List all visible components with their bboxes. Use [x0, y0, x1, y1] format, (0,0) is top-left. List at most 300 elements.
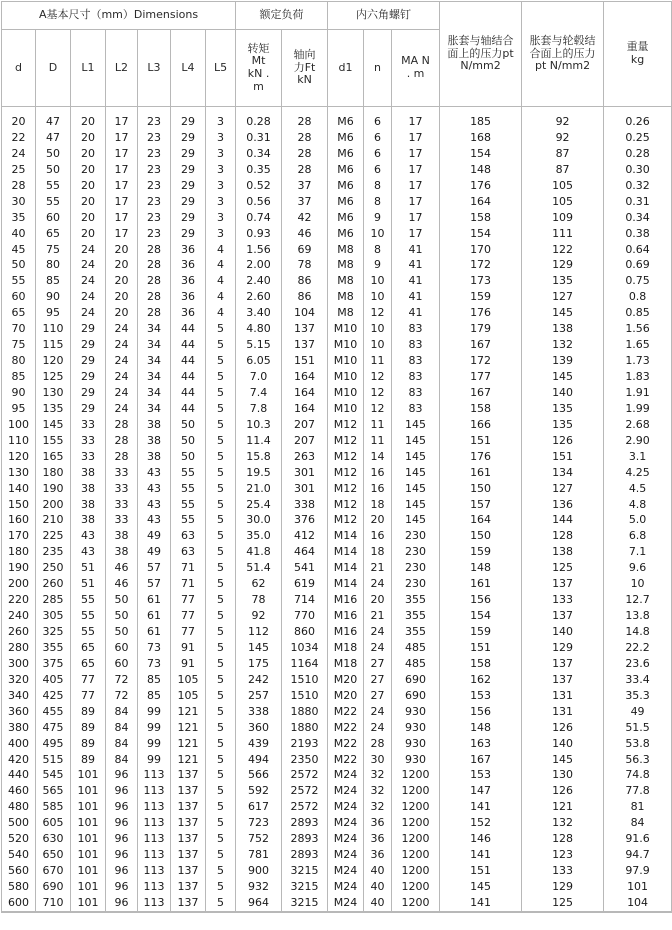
cell-L1-6: 20: [81, 210, 95, 224]
cell-L2-30: 50: [114, 593, 129, 607]
cell-L3-30: 61: [147, 593, 161, 607]
cell-weight-5: 0.31: [625, 194, 650, 208]
cell-press_shaft-31: 154: [470, 609, 492, 623]
cell-axial-15: 151: [294, 354, 316, 368]
cell-n-0: 6: [374, 115, 382, 128]
cell-axial-46: 2893: [290, 848, 319, 862]
cell-L5-27: 5: [217, 545, 225, 559]
cell-axial-34: 1164: [290, 656, 319, 670]
cell-L3-29: 57: [147, 577, 161, 591]
header-col-d: d: [2, 30, 36, 107]
cell-L5-7: 3: [217, 226, 225, 240]
cell-D-43: 585: [42, 800, 64, 814]
cell-press_shaft-21: 176: [470, 449, 492, 463]
cell-d-39: 400: [8, 736, 29, 750]
cell-torque-35: 242: [248, 672, 270, 686]
cell-press_wheel-18: 135: [552, 401, 574, 415]
cell-press_wheel-30: 133: [552, 593, 574, 607]
cell-press_wheel-45: 128: [552, 832, 574, 846]
header-col-L5: L5: [206, 30, 236, 107]
cell-torque-19: 10.3: [246, 417, 271, 431]
cell-d-18: 95: [11, 401, 26, 415]
cell-torque-32: 112: [248, 625, 270, 638]
cell-press_wheel-10: 135: [552, 274, 574, 288]
cell-torque-40: 494: [248, 752, 270, 766]
cell-weight-44: 84: [630, 816, 645, 830]
cell-torque-36: 257: [248, 688, 270, 702]
cell-d-8: 45: [11, 242, 26, 256]
cell-L4-23: 55: [181, 481, 195, 495]
cell-press_wheel-28: 125: [552, 561, 574, 575]
cell-press_shaft-25: 164: [470, 513, 492, 527]
cell-L5-39: 5: [217, 736, 225, 750]
cell-L4-24: 55: [181, 497, 195, 511]
cell-axial-8: 69: [297, 242, 312, 256]
cell-weight-29: 10: [630, 577, 645, 591]
cell-press_shaft-11: 159: [470, 290, 492, 304]
cell-ma-2: 17: [408, 146, 423, 160]
cell-L1-8: 24: [81, 242, 95, 256]
cell-d-7: 40: [11, 226, 26, 240]
cell-L3-9: 28: [147, 258, 161, 272]
cell-L2-22: 33: [114, 465, 129, 479]
cell-ma-21: 145: [405, 449, 427, 463]
cell-press_shaft-13: 179: [470, 322, 492, 336]
cell-weight-47: 97.9: [625, 864, 650, 878]
cell-L2-9: 20: [114, 258, 129, 272]
cell-d1-5: M6: [337, 194, 354, 208]
cell-ma-32: 355: [405, 625, 427, 638]
cell-press_wheel-8: 122: [552, 242, 574, 256]
cell-D-26: 225: [42, 529, 64, 543]
cell-n-11: 10: [370, 290, 385, 304]
cell-weight-43: 81: [630, 800, 645, 814]
cell-d-28: 190: [8, 561, 29, 575]
cell-d1-4: M6: [337, 178, 354, 192]
cell-D-11: 90: [46, 290, 60, 304]
cell-L5-6: 3: [217, 210, 225, 224]
cell-L2-35: 72: [114, 672, 129, 686]
cell-press_wheel-25: 144: [552, 513, 574, 527]
cell-d1-2: M6: [337, 146, 354, 160]
cell-L4-30: 77: [181, 593, 195, 607]
cell-L2-27: 38: [114, 545, 129, 559]
cell-press_shaft-46: 141: [470, 848, 492, 862]
cell-torque-49: 964: [248, 895, 270, 909]
cell-L1-11: 24: [81, 290, 95, 304]
cell-L1-32: 55: [81, 625, 95, 638]
cell-d-49: 600: [8, 895, 29, 909]
header-col-D: D: [36, 30, 71, 107]
cell-L4-0: 29: [181, 115, 195, 128]
cell-axial-37: 1880: [290, 704, 319, 718]
cell-d1-42: M24: [333, 784, 358, 798]
cell-n-38: 24: [370, 720, 385, 734]
cell-axial-19: 207: [294, 417, 316, 431]
cell-press_wheel-14: 132: [552, 338, 574, 352]
cell-d-32: 260: [8, 625, 29, 638]
cell-L5-15: 5: [217, 354, 225, 368]
cell-torque-28: 51.4: [246, 561, 271, 575]
cell-torque-14: 5.15: [246, 338, 271, 352]
cell-axial-28: 541: [294, 561, 316, 575]
cell-L5-49: 5: [217, 895, 225, 909]
cell-L3-10: 28: [147, 274, 161, 288]
cell-press_wheel-9: 129: [552, 258, 574, 272]
cell-d-40: 420: [8, 752, 29, 766]
cell-D-24: 200: [42, 497, 64, 511]
cell-axial-16: 164: [294, 370, 316, 383]
cell-D-3: 50: [46, 162, 60, 176]
cell-axial-4: 37: [297, 178, 312, 192]
cell-torque-27: 41.8: [246, 545, 271, 559]
cell-L3-15: 34: [147, 354, 161, 368]
header-col-n: n: [364, 30, 392, 107]
cell-press_wheel-20: 126: [552, 433, 574, 447]
cell-press_wheel-32: 140: [552, 625, 574, 638]
cell-press_wheel-34: 137: [552, 656, 574, 670]
cell-L3-13: 34: [147, 322, 161, 336]
cell-D-35: 405: [42, 672, 64, 686]
cell-axial-29: 619: [294, 577, 316, 591]
cell-ma-4: 17: [408, 178, 423, 192]
cell-d1-32: M16: [333, 625, 358, 638]
cell-weight-16: 1.83: [625, 370, 650, 383]
cell-L2-18: 24: [114, 401, 129, 415]
cell-L5-26: 5: [217, 529, 225, 543]
cell-L1-5: 20: [81, 194, 95, 208]
cell-d1-44: M24: [333, 816, 358, 830]
cell-L2-5: 17: [114, 194, 129, 208]
cell-L4-33: 91: [181, 640, 195, 654]
cell-L1-9: 24: [81, 258, 95, 272]
cell-ma-20: 145: [405, 433, 427, 447]
cell-d1-3: M6: [337, 162, 354, 176]
cell-ma-10: 41: [408, 274, 423, 288]
cell-L2-42: 96: [114, 784, 129, 798]
cell-D-38: 475: [42, 720, 64, 734]
cell-ma-27: 230: [405, 545, 427, 559]
cell-L2-48: 96: [114, 880, 129, 893]
cell-L2-4: 17: [114, 178, 129, 192]
cell-axial-27: 464: [294, 545, 316, 559]
cell-weight-9: 0.69: [625, 258, 650, 272]
cell-L4-6: 29: [181, 210, 195, 224]
cell-L1-42: 101: [77, 784, 99, 798]
cell-n-1: 6: [374, 130, 382, 144]
cell-n-8: 8: [374, 242, 382, 256]
cell-weight-8: 0.64: [625, 242, 650, 256]
cell-n-25: 20: [370, 513, 385, 527]
cell-n-35: 27: [370, 672, 385, 686]
cell-D-28: 250: [42, 561, 64, 575]
cell-axial-22: 301: [294, 465, 316, 479]
cell-ma-1: 17: [408, 130, 423, 144]
cell-d-21: 120: [8, 449, 29, 463]
cell-d1-34: M18: [333, 656, 358, 670]
cell-D-37: 455: [42, 704, 64, 718]
cell-L4-25: 55: [181, 513, 195, 527]
cell-n-33: 24: [370, 640, 385, 654]
cell-axial-6: 42: [297, 210, 312, 224]
cell-L3-21: 38: [147, 449, 161, 463]
cell-L5-25: 5: [217, 513, 225, 527]
cell-n-5: 8: [374, 194, 382, 208]
cell-L5-47: 5: [217, 864, 225, 878]
cell-press_shaft-43: 141: [470, 800, 492, 814]
cell-D-45: 630: [42, 832, 64, 846]
cell-torque-20: 11.4: [246, 433, 271, 447]
cell-torque-38: 360: [248, 720, 270, 734]
cell-L1-20: 33: [81, 433, 95, 447]
cell-L2-45: 96: [114, 832, 129, 846]
cell-D-21: 165: [42, 449, 64, 463]
cell-press_wheel-21: 151: [552, 449, 574, 463]
column-D: [36, 107, 71, 912]
cell-D-10: 85: [46, 274, 60, 288]
cell-L1-43: 101: [77, 800, 99, 814]
cell-d1-48: M24: [333, 880, 358, 893]
cell-L2-8: 20: [114, 242, 129, 256]
cell-n-26: 16: [370, 529, 385, 543]
cell-L4-13: 44: [181, 322, 195, 336]
cell-L1-25: 38: [81, 513, 95, 527]
cell-ma-8: 41: [408, 242, 423, 256]
cell-L1-13: 29: [81, 322, 95, 336]
header-group-hex-bolt: 内六角螺钉: [328, 2, 440, 30]
column-L5: [206, 107, 236, 912]
cell-d-29: 200: [8, 577, 29, 591]
cell-press_wheel-2: 87: [555, 146, 570, 160]
cell-press_shaft-42: 147: [470, 784, 492, 798]
cell-L1-30: 55: [81, 593, 95, 607]
cell-torque-41: 566: [248, 768, 270, 782]
cell-press_shaft-27: 159: [470, 545, 492, 559]
cell-axial-48: 3215: [290, 880, 319, 893]
cell-L3-33: 73: [147, 640, 161, 654]
cell-L1-12: 24: [81, 306, 95, 320]
header-group-rated-load: 额定负荷: [236, 2, 328, 30]
column-torque: [236, 107, 282, 912]
cell-L5-45: 5: [217, 832, 225, 846]
cell-d-36: 340: [8, 688, 29, 702]
cell-torque-45: 752: [248, 832, 270, 846]
cell-L4-34: 91: [181, 656, 195, 670]
cell-L2-20: 28: [114, 433, 129, 447]
cell-L4-38: 121: [177, 720, 199, 734]
cell-L5-10: 4: [217, 274, 225, 288]
cell-press_wheel-41: 130: [552, 768, 574, 782]
cell-L3-1: 23: [147, 130, 161, 144]
cell-n-6: 9: [374, 210, 382, 224]
cell-L3-45: 113: [143, 832, 165, 846]
cell-D-19: 145: [42, 417, 64, 431]
cell-L2-37: 84: [114, 704, 129, 718]
cell-ma-40: 930: [405, 752, 427, 766]
cell-press_shaft-41: 153: [470, 768, 492, 782]
cell-L2-43: 96: [114, 800, 129, 814]
cell-L5-32: 5: [217, 625, 225, 638]
cell-n-3: 6: [374, 162, 382, 176]
cell-ma-14: 83: [408, 338, 423, 352]
cell-ma-42: 1200: [401, 784, 430, 798]
cell-d1-9: M8: [337, 258, 354, 272]
cell-press_shaft-6: 158: [470, 210, 492, 224]
cell-n-20: 11: [370, 433, 385, 447]
cell-L3-40: 99: [147, 752, 161, 766]
cell-L3-19: 38: [147, 417, 161, 431]
cell-d1-35: M20: [333, 672, 358, 686]
cell-press_wheel-12: 145: [552, 306, 574, 320]
cell-torque-10: 2.40: [246, 274, 271, 288]
cell-axial-49: 3215: [290, 895, 319, 909]
cell-L1-19: 33: [81, 417, 95, 431]
cell-weight-32: 14.8: [625, 625, 650, 638]
cell-weight-26: 6.8: [628, 529, 647, 543]
cell-L5-11: 4: [217, 290, 225, 304]
cell-axial-23: 301: [294, 481, 316, 495]
header-col-L4: L4: [171, 30, 206, 107]
cell-d1-39: M22: [333, 736, 358, 750]
cell-weight-46: 94.7: [625, 848, 650, 862]
cell-L4-28: 71: [181, 561, 195, 575]
cell-torque-23: 21.0: [246, 481, 271, 495]
cell-torque-18: 7.8: [249, 401, 268, 415]
cell-n-15: 11: [370, 354, 385, 368]
cell-L1-46: 101: [77, 848, 99, 862]
cell-L5-42: 5: [217, 784, 225, 798]
cell-n-46: 36: [370, 848, 385, 862]
cell-ma-9: 41: [408, 258, 423, 272]
cell-d-5: 30: [11, 194, 26, 208]
cell-weight-36: 35.3: [625, 688, 650, 702]
cell-weight-33: 22.2: [625, 640, 650, 654]
cell-n-13: 10: [370, 322, 385, 336]
cell-n-19: 11: [370, 417, 385, 431]
cell-weight-12: 0.85: [625, 306, 650, 320]
cell-axial-43: 2572: [290, 800, 319, 814]
cell-L4-17: 44: [181, 385, 195, 399]
cell-L3-16: 34: [147, 370, 161, 383]
cell-L1-28: 51: [81, 561, 95, 575]
cell-press_shaft-18: 158: [470, 401, 492, 415]
cell-L4-2: 29: [181, 146, 195, 160]
cell-press_wheel-6: 109: [552, 210, 574, 224]
cell-L1-22: 38: [81, 465, 95, 479]
cell-n-14: 10: [370, 338, 385, 352]
cell-torque-4: 0.52: [246, 178, 271, 192]
cell-press_shaft-7: 154: [470, 226, 492, 240]
cell-L2-6: 17: [114, 210, 129, 224]
cell-L3-47: 113: [143, 864, 165, 878]
cell-L2-23: 33: [114, 481, 129, 495]
cell-L5-41: 5: [217, 768, 225, 782]
cell-L2-11: 20: [114, 290, 129, 304]
cell-d-10: 55: [11, 274, 26, 288]
cell-press_wheel-38: 126: [552, 720, 574, 734]
header-pressure-wheel: 胀套与轮毂结合面上的压力pt N/mm2: [522, 2, 604, 107]
cell-d-13: 70: [11, 322, 26, 336]
cell-torque-5: 0.56: [246, 194, 271, 208]
cell-D-49: 710: [42, 895, 64, 909]
cell-L3-22: 43: [147, 465, 161, 479]
cell-ma-6: 17: [408, 210, 423, 224]
cell-weight-40: 56.3: [625, 752, 650, 766]
cell-axial-31: 770: [294, 609, 316, 623]
cell-L4-48: 137: [177, 880, 199, 893]
cell-d-14: 75: [11, 338, 26, 352]
cell-press_wheel-40: 145: [552, 752, 574, 766]
cell-L1-36: 77: [81, 688, 95, 702]
cell-press_shaft-5: 164: [470, 194, 492, 208]
column-weight: [604, 107, 672, 912]
cell-weight-2: 0.28: [625, 146, 650, 160]
cell-L3-49: 113: [143, 895, 165, 909]
cell-D-16: 125: [42, 370, 64, 383]
cell-press_shaft-48: 145: [470, 880, 492, 893]
cell-L4-44: 137: [177, 816, 199, 830]
cell-L5-21: 5: [217, 449, 225, 463]
cell-d1-13: M10: [333, 322, 358, 336]
cell-weight-10: 0.75: [625, 274, 650, 288]
cell-n-49: 40: [370, 895, 385, 909]
cell-L4-5: 29: [181, 194, 195, 208]
cell-L3-0: 23: [147, 115, 161, 128]
column-d: [2, 107, 36, 912]
cell-L1-41: 101: [77, 768, 99, 782]
cell-press_shaft-29: 161: [470, 577, 492, 591]
cell-press_shaft-33: 151: [470, 640, 492, 654]
cell-torque-37: 338: [248, 704, 270, 718]
cell-L4-14: 44: [181, 338, 195, 352]
cell-torque-3: 0.35: [246, 162, 271, 176]
cell-L4-21: 50: [181, 449, 195, 463]
cell-axial-47: 3215: [290, 864, 319, 878]
cell-L2-2: 17: [114, 146, 129, 160]
cell-ma-29: 230: [405, 577, 427, 591]
column-d1: [328, 107, 364, 912]
cell-L5-4: 3: [217, 178, 225, 192]
cell-ma-13: 83: [408, 322, 423, 336]
cell-L4-1: 29: [181, 130, 195, 144]
cell-L2-39: 84: [114, 736, 129, 750]
cell-d1-1: M6: [337, 130, 354, 144]
cell-d-26: 170: [8, 529, 29, 543]
spec-table-page: [1, 1, 671, 928]
cell-d-9: 50: [11, 258, 26, 272]
cell-ma-17: 83: [408, 385, 423, 399]
cell-torque-7: 0.93: [246, 226, 271, 240]
cell-weight-34: 23.6: [625, 656, 650, 670]
cell-weight-39: 53.8: [625, 736, 650, 750]
cell-L4-32: 77: [181, 625, 195, 638]
cell-press_wheel-39: 140: [552, 736, 574, 750]
cell-d1-49: M24: [333, 895, 358, 909]
cell-press_shaft-16: 177: [470, 370, 492, 383]
cell-n-40: 30: [370, 752, 385, 766]
cell-ma-35: 690: [405, 672, 427, 686]
cell-weight-31: 13.8: [625, 609, 650, 623]
cell-press_wheel-37: 131: [552, 704, 574, 718]
cell-torque-22: 19.5: [246, 465, 271, 479]
cell-press_shaft-24: 157: [470, 497, 492, 511]
cell-L1-3: 20: [81, 162, 95, 176]
cell-d1-23: M12: [333, 481, 358, 495]
cell-L3-12: 28: [147, 306, 161, 320]
cell-d1-46: M24: [333, 848, 358, 862]
cell-L1-15: 29: [81, 354, 95, 368]
cell-L2-44: 96: [114, 816, 129, 830]
